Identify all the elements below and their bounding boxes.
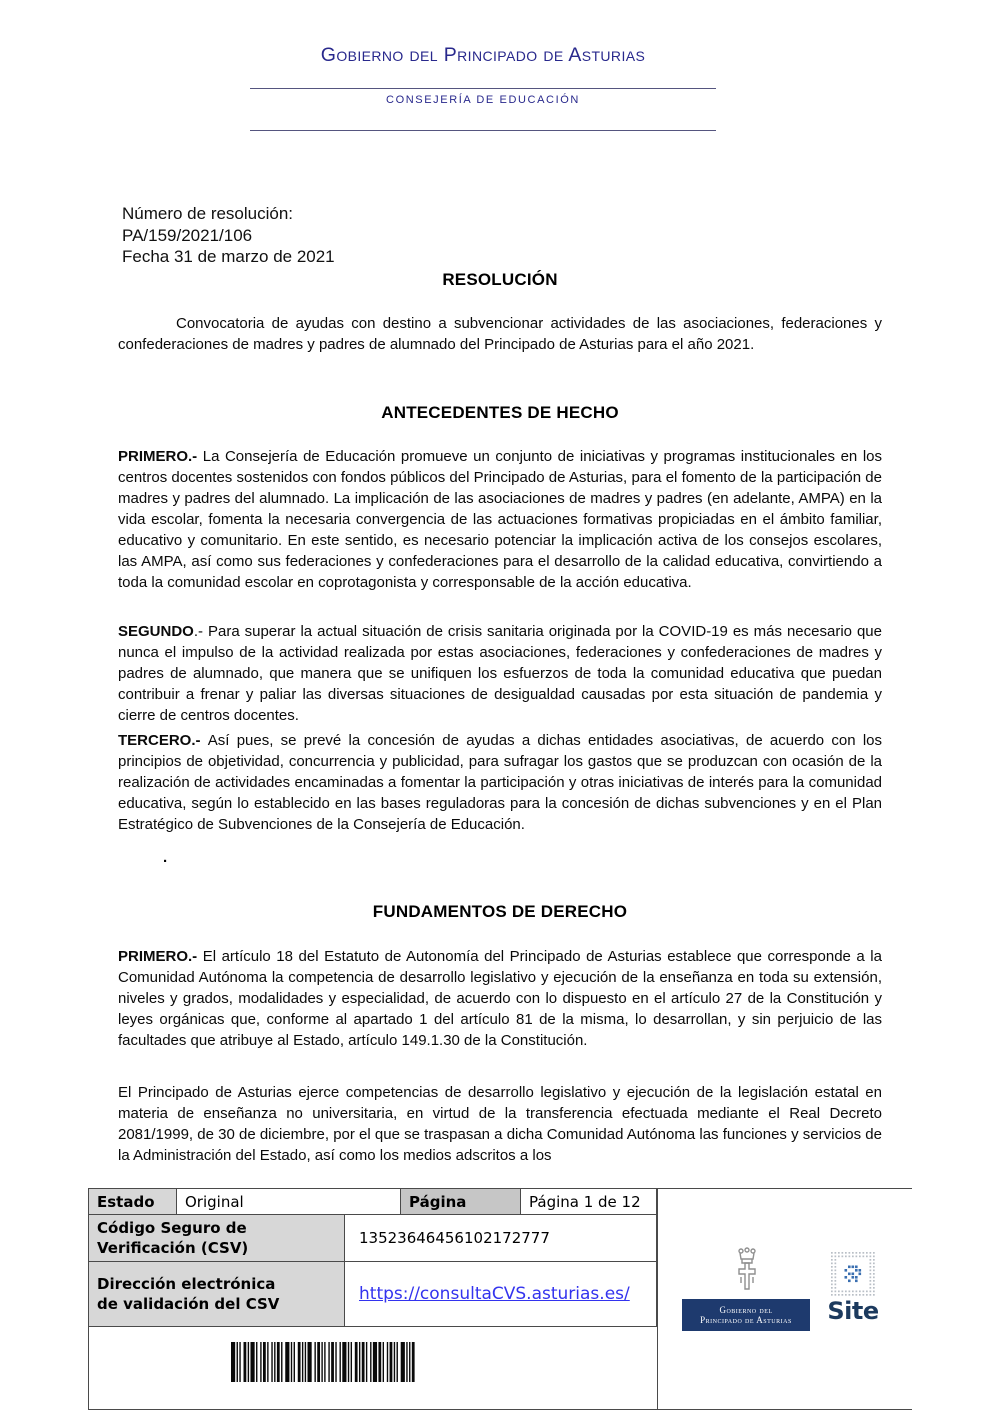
paragraph-label: SEGUNDO [118,623,194,640]
paragraph-competencias [118,1082,882,1166]
paragraph-label: TERCERO.- [118,732,208,749]
csv-url-cell [345,1262,657,1326]
paragraph-text: La Consejería de Educación promueve un conjunto de iniciativas y programas institucionales en los centros docentes sostenidos con fondos públicos del Principado de Asturias, para el fomento de la participación de madres y padres del alumnado. La implicación de las asociaciones de madres y padres (en adelante, AMPA) en la vida escolar, fomenta la necesaria convergencia de las actuaciones formativas propiciadas en el ámbito familiar, educativo y comunitario. En este sentido, es necesario potenciar la implicación activa de los consejos escolares, las AMPA, así como sus federaciones y confederaciones para el desarrollo de la calidad educativa, convirtiendo a toda la comunidad escolar en coprotagonista y corresponsable de la acción educativa. [118,448,882,591]
paragraph-primero-derecho [118,946,882,1051]
gov-logo-line2: Principado de Asturias [700,1315,792,1325]
csv-url-label: Dirección electrónica de validación del CSV [89,1262,345,1326]
paragraph-text: El artículo 18 del Estatuto de Autonomía del Principado de Asturias establece que corresponde a la Comunidad Autónoma la competencia de desarrollo legislativo y ejecución de la enseñanza en toda su extensión, niveles y grados, modalidades y especialidad, de acuerdo con lo dispuesto en el artículo 27 de la Constitución y leyes orgánicas que, conforme al apartado 1 del artículo 81 de la misma, lo desarrollan, y sin perjuicio de las facultades que atribuye al Estado, artículo 149.1.30 de la Constitución. [118,948,882,1049]
footer-row-estado [89,1189,657,1215]
estado-label: Estado [89,1189,177,1214]
footer-row-barcode [89,1327,657,1409]
resolution-number-label: Número de resolución: [122,204,294,223]
csv-value: 13523646456102172777 [345,1215,657,1261]
footer-logos [657,1189,912,1409]
paragraph-label: PRIMERO.- [118,448,203,465]
gov-logo-line1: Gobierno del [719,1305,773,1315]
resolution-number: PA/159/2021/106 [122,225,253,245]
paragraph-text: Así pues, se prevé la concesión de ayudas a dichas entidades asociativas, de acuerdo con los principios de objetividad, concurrencia y publicidad, para sufragar los gastos que se produzcan con ocasión de la realización de actividades encaminadas a fomentar la participación y otras iniciativas de interés para la comunidad educativa, según lo establecido en las bases reguladoras para la concesión de dichas subvenciones y en el Plan Estratégico de Subvenciones de la Consejería de Educación. [118,732,883,833]
pagina-value: Página 1 de 12 [521,1189,657,1214]
csv-validation-link[interactable]: https://consultaCVS.asturias.es/ [359,1283,630,1304]
paragraph-segundo-hecho [118,621,882,726]
estado-value: Original [177,1189,401,1214]
resolution-date: Fecha 31 de marzo de 2021 [122,247,335,266]
gobierno-principado-logo [682,1299,810,1331]
verification-footer-table [88,1188,912,1410]
footer-fields [89,1189,657,1409]
paragraph-primero-hecho [118,446,882,593]
site-stamp-icon [830,1251,876,1297]
section-antecedentes-heading: ANTECEDENTES DE HECHO [381,403,619,422]
stray-period: . [163,849,168,866]
footer-row-url [89,1262,657,1327]
section-fundamentos-heading: FUNDAMENTOS DE DERECHO [372,902,628,921]
csv-label: Código Seguro de Verificación (CSV) [89,1215,345,1261]
government-title: Gobierno del Principado de Asturias [320,44,646,66]
site-logo-label: Site [827,1297,879,1325]
document-title: RESOLUCIÓN [442,270,558,289]
asturias-crest-icon [729,1247,765,1297]
paragraph-text: El Principado de Asturias ejerce competencias de desarrollo legislativo y ejecución de la legislación estatal en materia de enseñanza no universitaria, en virtud de la transferencia efectuada mediante el Real Decreto 2081/1999, de 30 de diciembre, por el que se traspasan a dicha Comunidad Autónoma las funciones y servicios de la Administración del Estado, así como los medios adscritos a los [118,1084,882,1164]
department-title: CONSEJERÍA DE EDUCACIÓN [386,94,580,106]
pagina-label: Página [401,1189,521,1214]
barcode [231,1342,416,1386]
paragraph-label: PRIMERO.- [118,948,203,965]
document-body [118,0,882,1188]
paragraph-text: .- Para superar la actual situación de crisis sanitaria originada por la COVID-19 es más necesario que nunca el impulso de la actividad realizada por estas asociaciones, federaciones y confederaciones de madres y padres de alumnado, que manera que se unifiquen los esfuerzos de toda la comunidad educativa que puedan contribuir a frenar y paliar las diversas situaciones de desigualdad causadas por esta situación de pandemia y cierre de centros docentes. [118,623,882,724]
intro-paragraph: Convocatoria de ayudas con destino a subvencionar actividades de las asociaciones, federaciones y confederaciones de madres y padres de alumnado del Principado de Asturias para el año 2021. [118,315,882,353]
paragraph-tercero-hecho [118,730,882,835]
footer-row-csv [89,1215,657,1262]
